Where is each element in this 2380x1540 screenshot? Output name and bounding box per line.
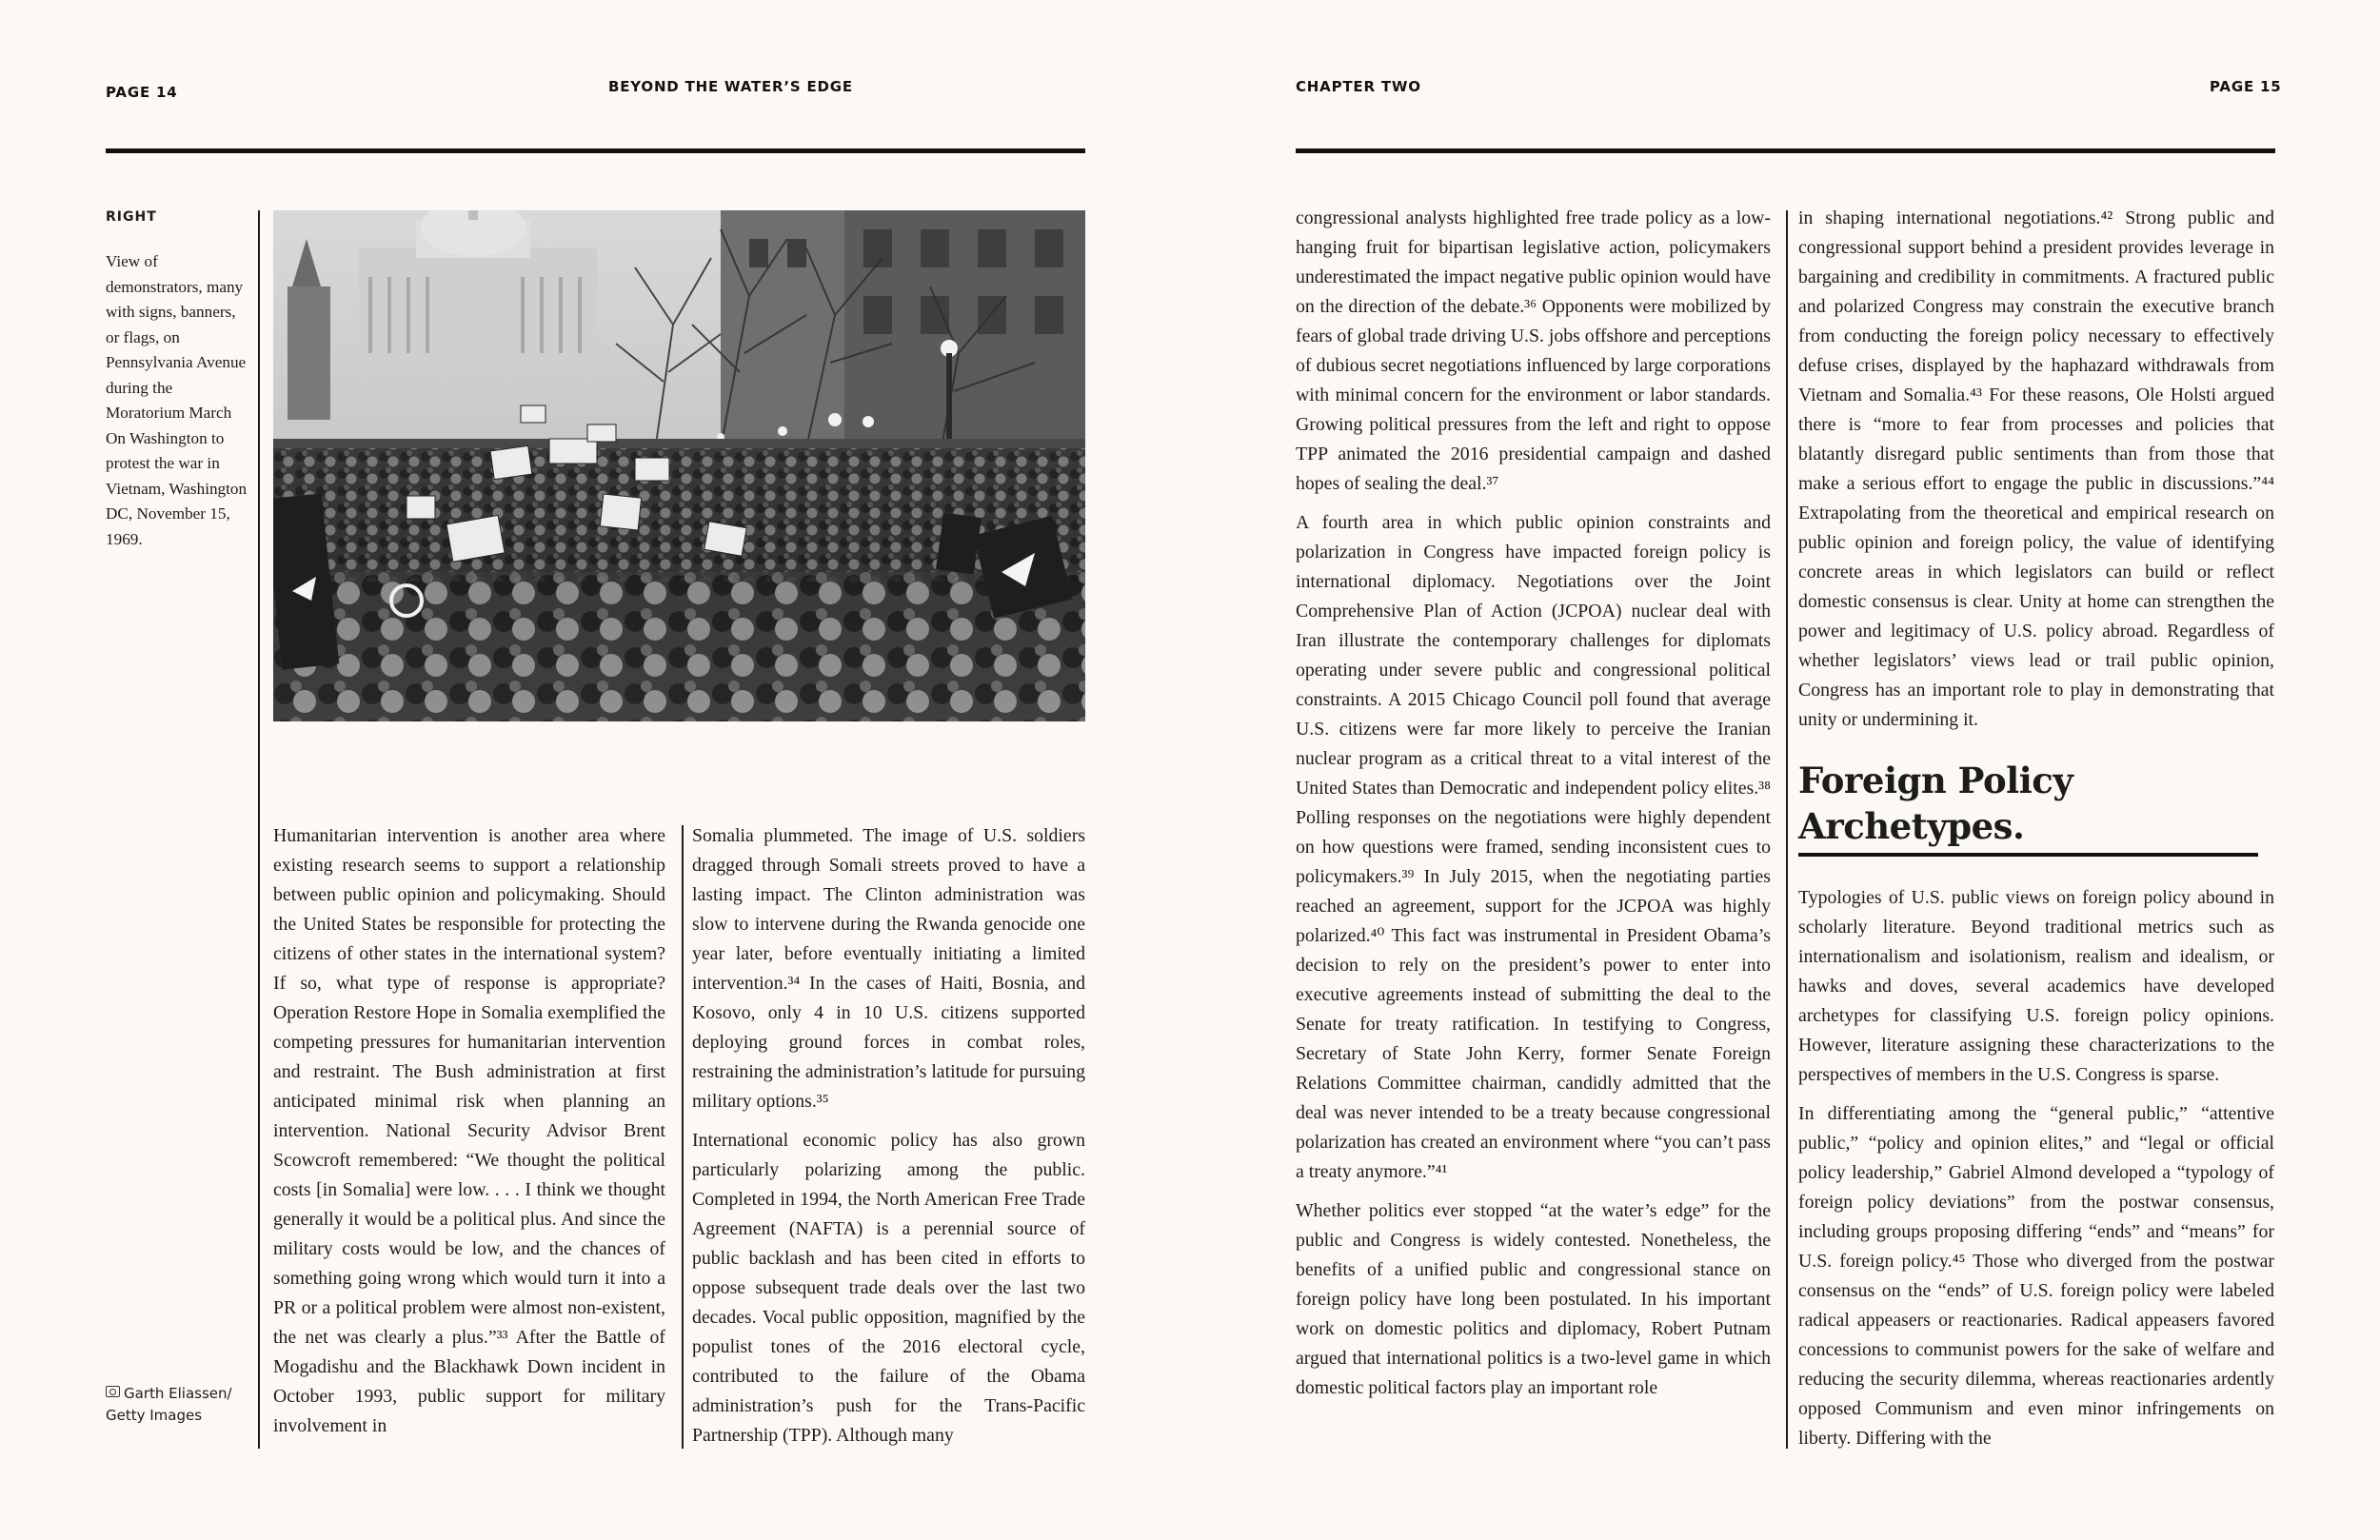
paragraph: A fourth area in which public opinion constraints and polarization in Congress have impacted foreign policy is international diplomacy. Negotiations over the Joint Comprehensive Plan of Action (JCPOA) nuclear deal with Iran illustrate the contemporary challenges for diplomats operating under severe public and congressional political constraints. A 2015 Chicago Council poll found that average U.S. citizens were far more likely to perceive the Iranian nuclear program as a critical threat to a vital interest of the United States than Democratic and independent policy elites.³⁸ Polling responses on the negotiations were highly dependent on how questions were framed, sending inconsistent cues to policymakers.³⁹ In July 2015, when the negotiating parties reached an agreement, support for the JCPOA was highly polarized.⁴⁰ This fact was instrumental in President Obama’s decision to rely on the president’s power to enter into executive agreements instead of submitting the deal to the Senate for treaty ratification. In testifying to Congress, Secretary of State John Kerry, former Senate Foreign Relations Committee chairman, candidly admitted that the deal was never intended to be a treaty because congressional polarization has created an environment where “you can’t pass a treaty anymore.”⁴¹ xyxy=(1296,512,1771,1182)
paragraph: Typologies of U.S. public views on foreign policy abound in scholarly literature. Beyond traditional metrics such as internationalism and isolationism, realism and idealism, or hawks and doves, several academics have developed archetypes for classifying U.S. foreign policy opinions. However, literature assigning these characterizations to the perspectives of members in the U.S. Congress is sparse. xyxy=(1798,887,2274,1085)
paragraph: in shaping international negotiations.⁴² Strong public and congressional support behind a president provides leverage in bargaining and credibility in commitments. A fractured public and polarized Congress may constrain the executive branch from conducting the foreign policy necessary to effectively defuse crises, displayed by the haphazard withdrawals from Vietnam and Somalia.⁴³ For these reasons, Ole Holsti argued there is “more to fear from processes and policies that blatantly disregard public sentiments than from those that make a serious effort to engage the public in discussions.”⁴⁴ Extrapolating from the theoretical and empirical research on public opinion and foreign policy, the value of identifying concrete areas in which legislators can build or reflect domestic consensus is clear. Unity at home can strengthen the power and legitimacy of U.S. policy abroad. Regardless of whether legislators’ views lead or trail public opinion, Congress has an important role to play in demonstrating that unity or undermining it. xyxy=(1798,207,2274,730)
left-running-title: BEYOND THE WATER’S EDGE xyxy=(608,78,853,95)
camera-icon xyxy=(106,1386,120,1397)
paragraph: International economic policy has also grown particularly polarizing among the public. Completed in 1994, the North American Free Trade Agreement (NAFTA) is a perennial source of public backlash and has been cited in efforts to oppose subsequent trade deals over the last two decades. Vocal public opposition, magnified by the populist tones of the 2016 electoral cycle, contributed to the failure of the Obama administration’s push for the Trans-Pacific Partnership (TPP). Although many xyxy=(692,1130,1085,1446)
left-header-rule xyxy=(106,148,1085,153)
caption-divider xyxy=(258,210,260,1449)
text-column-2 xyxy=(692,821,1085,1460)
paragraph: Humanitarian intervention is another area where existing research seems to support a relationship between public opinion and policymaking. Should the United States be responsible for protecting the citizens of other states in the international system? If so, what type of response is appropriate? Operation Restore Hope in Somalia exemplified the competing pressures for humanitarian intervention and restraint. The Bush administration at first anticipated minimal risk when planning an intervention. National Security Advisor Brent Scowcroft remembered: “We thought the political costs [in Somalia] were low. . . . I think we thought generally it would be a political plus. And since the military costs would be low, and the chances of something going wrong which would turn it into a PR or a political problem were almost non-existent, the net was clearly a plus.”³³ After the Battle of Mogadishu and the Blackhawk Down incident in October 1993, public support for military involvement in xyxy=(273,825,665,1436)
protest-photo xyxy=(273,210,1085,721)
paragraph: congressional analysts highlighted free trade policy as a low-hanging fruit for bipartisan legislative action, policymakers underestimated the impact negative public opinion would have on the direction of the debate.³⁶ Opponents were mobilized by fears of global trade driving U.S. jobs offshore and perceptions of dubious secret negotiations influenced by large corporations with minimal concern for the environment or labor standards. Growing political pressures from the left and right to oppose TPP animated the 2016 presidential campaign and dashed hopes of sealing the deal.³⁷ xyxy=(1296,207,1771,494)
column-divider-left xyxy=(682,825,684,1449)
figure-position-label: RIGHT xyxy=(106,209,157,225)
protest-photo-graphic xyxy=(273,210,1085,721)
left-page-number: PAGE 14 xyxy=(106,84,178,101)
photo-credit xyxy=(106,1383,248,1427)
right-page-number: PAGE 15 xyxy=(2210,78,2282,95)
paragraph: Somalia plummeted. The image of U.S. soldiers dragged through Somali streets proved to have a lasting impact. The Clinton administration was slow to intervene during the Rwanda genocide one year later, before eventually initiating a limited intervention.³⁴ In the cases of Haiti, Bosnia, and Kosovo, only 4 in 10 U.S. citizens supported deploying ground forces in combat roles, restraining the administration’s latitude for pursuing military options.³⁵ xyxy=(692,825,1085,1112)
photo-credit-text: Garth Eliassen/ Getty Images xyxy=(106,1385,232,1424)
right-header-rule xyxy=(1296,148,2275,153)
text-column-1 xyxy=(273,821,665,1451)
figure-caption: View of demonstrators, many with signs, banners, or flags, on Pennsylvania Avenue during the Moratorium March On Washington to protest the war in Vietnam, Washington DC, November 15, 1969. xyxy=(106,252,248,548)
paragraph: In differentiating among the “general public,” “attentive public,” “policy and opinion elites,” and “legal or official policy leadership,” Gabriel Almond developed a “typology of foreign policy deviations” from the postwar consensus, including groups proposing differing “ends” and “means” for U.S. foreign policy.⁴⁵ Those who diverged from the postwar consensus on the “ends” of U.S. foreign policy were labeled radical appeasers or reactionaries. Radical appeasers favored concessions to communist powers for the sake of welfare and reducing the security dilemma, whereas reactionaries ardently opposed Communism and even minor infringements on liberty. Differing with the xyxy=(1798,1103,2274,1449)
column-divider-right xyxy=(1786,210,1788,1449)
paragraph: Whether politics ever stopped “at the water’s edge” for the public and Congress is widely contested. Nonetheless, the benefits of a unified public and congressional stance on foreign policy have long been postulated. In his important work on domestic politics and diplomacy, Robert Putnam argued that international politics is a two-level game in which domestic political factors play an important role xyxy=(1296,1200,1771,1398)
text-column-3 xyxy=(1296,204,1771,1412)
text-column-4 xyxy=(1798,204,2274,1463)
section-title: Foreign Policy Archetypes. xyxy=(1798,758,2258,857)
right-running-title: CHAPTER TWO xyxy=(1296,78,1421,95)
